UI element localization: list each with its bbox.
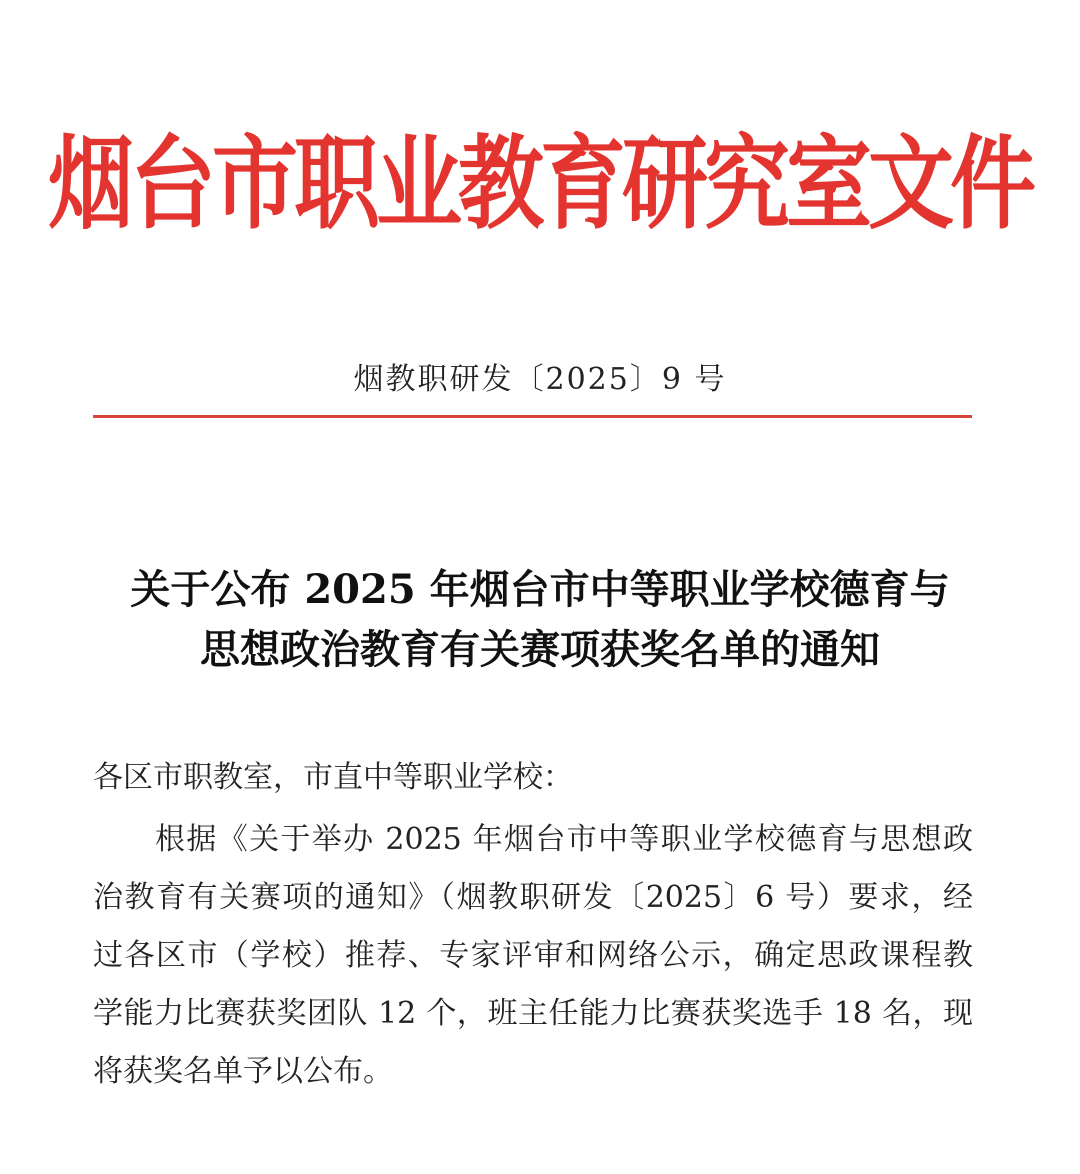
notice-title-line-2: 思想政治教育有关赛项获奖名单的通知: [200, 626, 880, 673]
notice-title-line-1: 关于公布 2025 年烟台市中等职业学校德育与: [130, 566, 950, 613]
document-number: 烟教职研发〔2025〕9 号: [353, 362, 727, 397]
notice-title: [0, 560, 1080, 680]
masthead-title: 烟台市职业教育研究室文件: [48, 125, 1032, 244]
salutation: 各区市职教室，市直中等职业学校：: [93, 760, 573, 795]
body-line: 学能力比赛获奖团队 12 个，班主任能力比赛获奖选手 18 名，现: [93, 996, 973, 1031]
body-line: 治教育有关赛项的通知》（烟教职研发〔2025〕6 号）要求，经: [93, 880, 973, 915]
body-line: 根据《关于举办 2025 年烟台市中等职业学校德育与思想政: [155, 822, 973, 857]
body-line: 将获奖名单予以公布。: [93, 1054, 393, 1089]
red-divider: [93, 415, 972, 418]
body-line: 过各区市（学校）推荐、专家评审和网络公示，确定思政课程教: [93, 938, 973, 973]
